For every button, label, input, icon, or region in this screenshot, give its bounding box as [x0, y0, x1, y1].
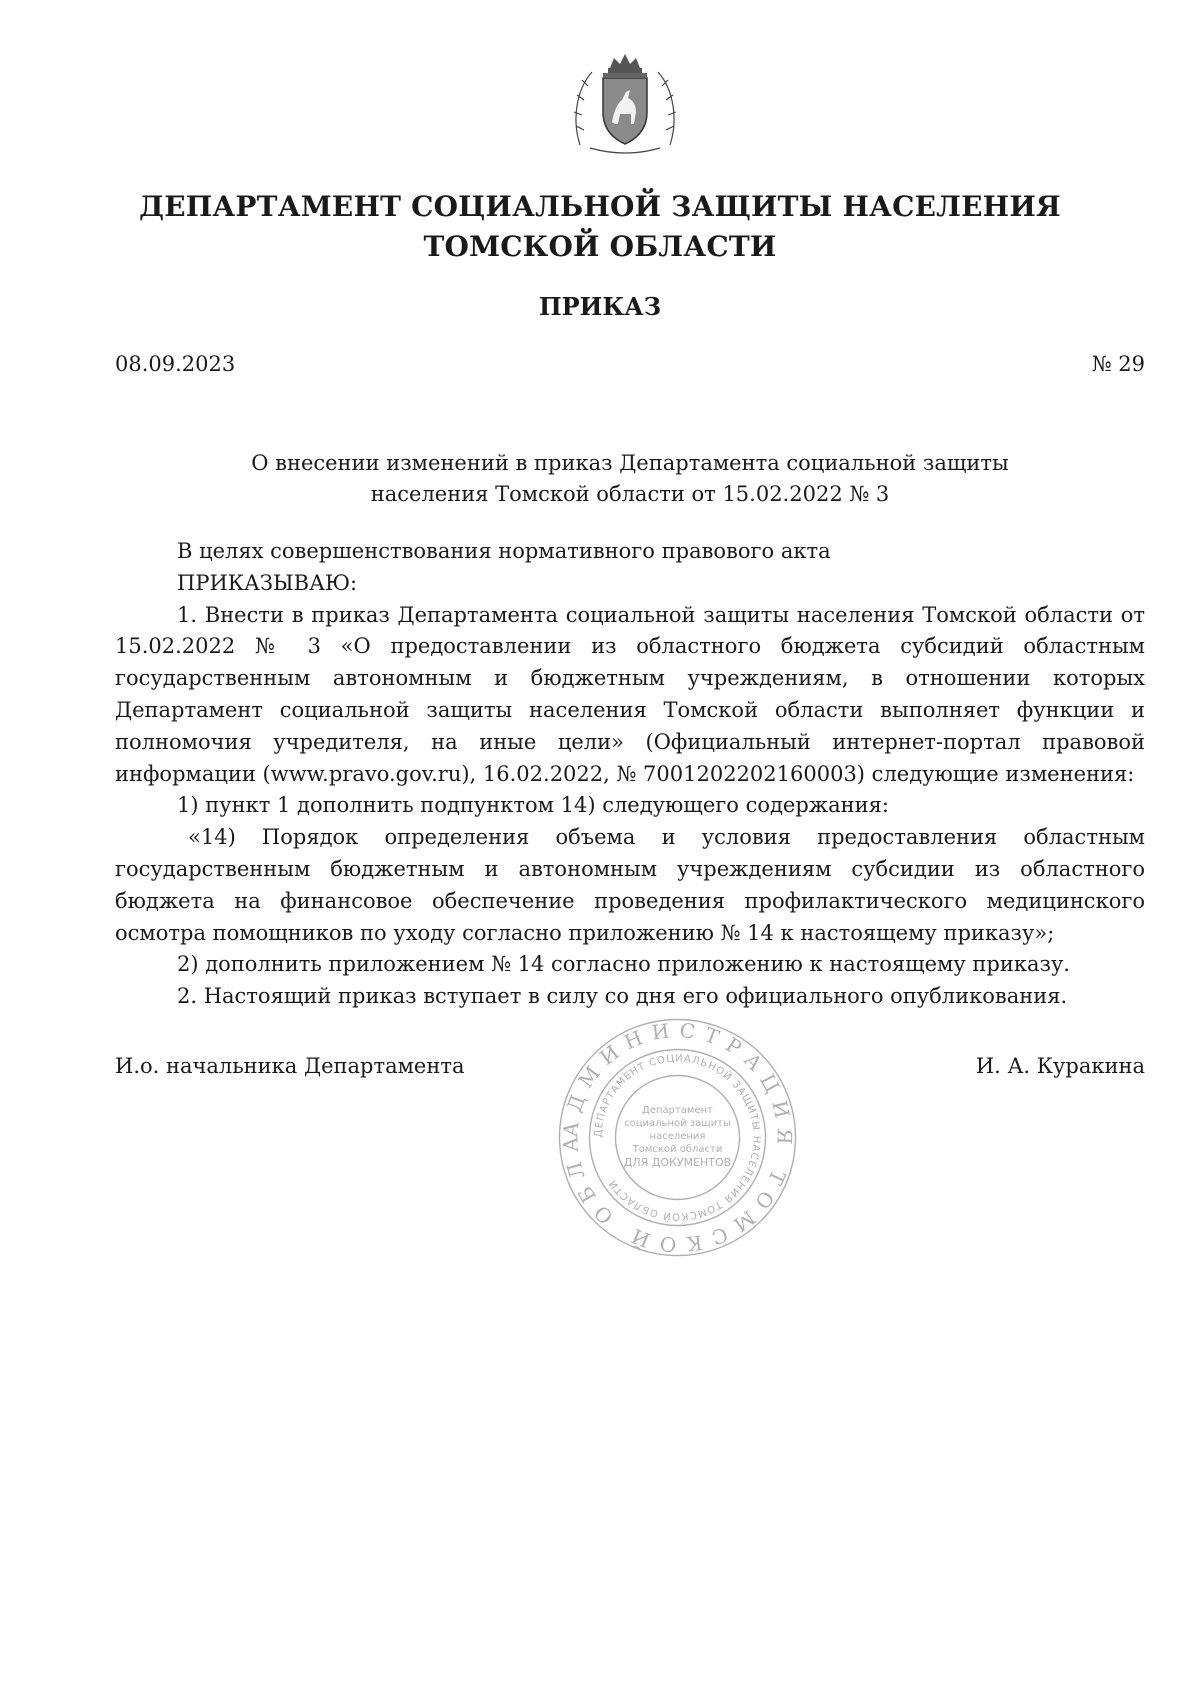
official-seal-icon	[555, 1015, 800, 1260]
document-type-title: ПРИКАЗ	[538, 292, 662, 321]
subject-line-1: О внесении изменений в приказ Департамента социальной защиты	[251, 451, 1009, 475]
subclause-1-paragraph: 1) пункт 1 дополнить подпунктом 14) следующего содержания:	[177, 793, 889, 818]
svg-text:Томской области: Томской области	[632, 1144, 723, 1155]
document-number: № 29	[1091, 352, 1145, 376]
organization-name-line2: ТОМСКОЙ ОБЛАСТИ	[423, 230, 777, 263]
signatory-name: И. А. Куракина	[975, 1054, 1145, 1078]
document-body	[115, 536, 1145, 1013]
document-date: 08.09.2023	[115, 352, 236, 376]
subject-line-2: населения Томской области от 15.02.2022 № 3	[370, 482, 890, 506]
coat-of-arms-icon	[570, 50, 680, 160]
svg-text:ДЛЯ ДОКУМЕНТОВ: ДЛЯ ДОКУМЕНТОВ	[623, 1156, 732, 1169]
preamble-paragraph: В целях совершенствования нормативного правового акта	[177, 539, 831, 563]
subclause-2-paragraph: 2) дополнить приложением № 14 согласно приложению к настоящему приказу.	[177, 952, 1070, 977]
svg-text:населения: населения	[649, 1131, 706, 1142]
signatory-position: И.о. начальника Департамента	[115, 1054, 465, 1078]
organization-name-line1: ДЕПАРТАМЕНТ СОЦИАЛЬНОЙ ЗАЩИТЫ НАСЕЛЕНИЯ	[139, 190, 1061, 223]
svg-text:социальной защиты: социальной защиты	[624, 1118, 731, 1129]
svg-text:АДМИНИСТРАЦИЯ ТОМСКОЙ ОБЛАСТИ: АДМИНИСТРАЦИЯ ТОМСКОЙ ОБЛА	[557, 1017, 797, 1258]
quoted-item-14-paragraph: «14) Порядок определения объема и условия предоставления областным государственным бюджетным и автономным учреждениям субсидии из областного бюджета на финансовое обеспечение проведения профилактического медицинского осмотра помощников по уходу согласно приложению № 14 к настоящему приказу»;	[115, 825, 1145, 945]
clause-2-paragraph: 2. Настоящий приказ вступает в силу со дня его официального опубликования.	[177, 984, 1068, 1009]
svg-text:ДЕПАРТАМЕНТ СОЦИАЛЬНОЙ ЗАЩИТЫ: ДЕПАРТАМЕНТ СОЦИАЛЬНОЙ ЗАЩИТЫ НАСЕЛЕНИЯ ТОМСКОЙ ОБЛАСТИ	[593, 1053, 762, 1222]
order-keyword: ПРИКАЗЫВАЮ:	[177, 570, 358, 595]
svg-text:Департамент: Департамент	[642, 1105, 713, 1116]
document-subject	[115, 448, 1145, 510]
clause-1-paragraph: 1. Внести в приказ Департамента социальной защиты населения Томской области от 15.02.2022 № 3 «О предоставлении из областного бюджета субсидий областным государственным автономным и бюджетным учреждениям, в отношении которых Департамент социальной защиты населения Томской области выполняет функции и полномочия учредителя, на иные цели» (Официальный интернет-портал правовой информации (www.pravo.gov.ru), 16.02.2022, № 7001202202160003) следующие изменения:	[115, 602, 1145, 786]
